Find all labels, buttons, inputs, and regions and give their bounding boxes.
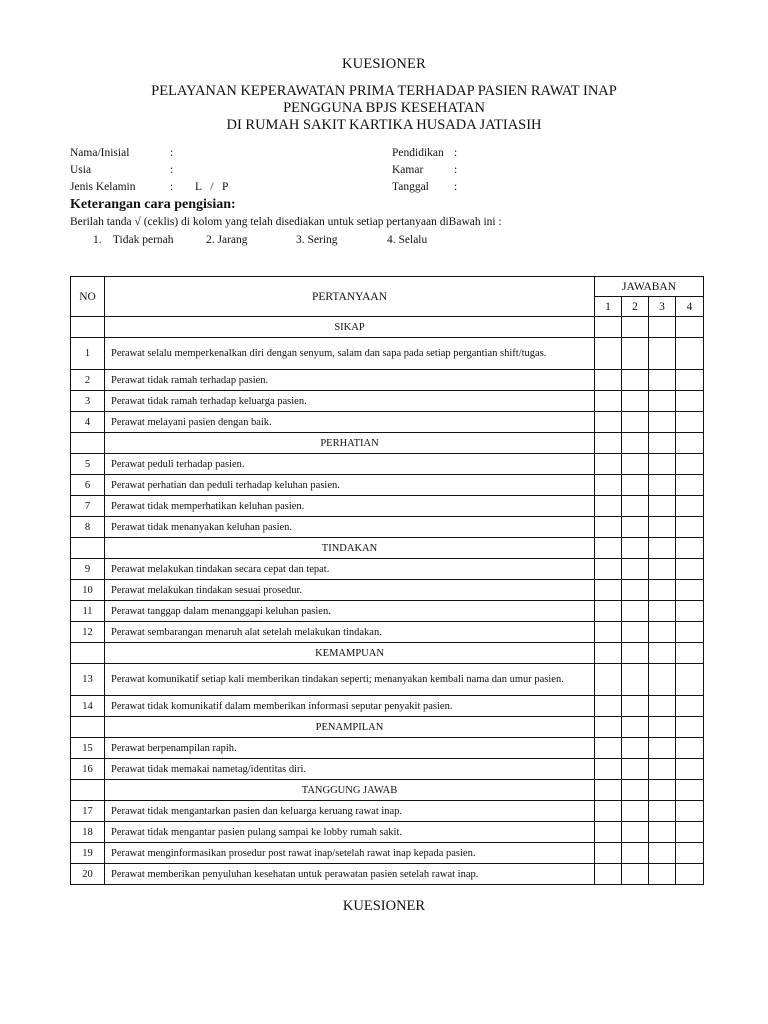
answer-cell-1[interactable]	[595, 801, 622, 822]
header-no: NO	[71, 277, 105, 317]
answer-cell-1[interactable]	[595, 580, 622, 601]
answer-cell-2[interactable]	[622, 370, 649, 391]
header-answer-2: 2	[622, 297, 649, 317]
answer-cell-3[interactable]	[649, 696, 676, 717]
answer-cell-4[interactable]	[676, 475, 704, 496]
table-row	[71, 801, 704, 822]
question-number: 3	[71, 391, 105, 412]
answer-cell-4[interactable]	[676, 759, 704, 780]
question-number: 19	[71, 843, 105, 864]
question-number: 18	[71, 822, 105, 843]
answer-cell-2[interactable]	[622, 801, 649, 822]
answer-cell-2[interactable]	[622, 864, 649, 885]
subtitle-line: PENGGUNA BPJS KESEHATAN	[283, 100, 485, 116]
answer-cell-2[interactable]	[622, 843, 649, 864]
instructions-text: Berilah tanda √ (ceklis) di kolom yang telah disediakan untuk setiap pertanyaan diBawah ini :	[70, 216, 502, 228]
answer-cell-1[interactable]	[595, 496, 622, 517]
subtitle-line: PELAYANAN KEPERAWATAN PRIMA TERHADAP PASIEN RAWAT INAP	[151, 83, 617, 99]
question-number: 13	[71, 664, 105, 696]
answer-cell-1[interactable]	[595, 864, 622, 885]
answer-cell-3[interactable]	[649, 391, 676, 412]
section-empty-cell	[595, 538, 622, 559]
question-text: Perawat tidak mengantar pasien pulang sampai ke lobby rumah sakit.	[105, 822, 595, 843]
answer-cell-3[interactable]	[649, 738, 676, 759]
table-row	[71, 664, 704, 696]
document-subtitle	[0, 83, 768, 134]
section-empty-cell	[676, 717, 704, 738]
answer-cell-4[interactable]	[676, 412, 704, 433]
field-label-kamar: Kamar	[392, 164, 424, 176]
question-text: Perawat tanggap dalam menanggapi keluhan pasien.	[105, 601, 595, 622]
answer-cell-2[interactable]	[622, 601, 649, 622]
section-empty-cell	[595, 433, 622, 454]
section-empty-cell	[649, 433, 676, 454]
question-text: Perawat melakukan tindakan secara cepat dan tepat.	[105, 559, 595, 580]
answer-cell-2[interactable]	[622, 759, 649, 780]
answer-cell-2[interactable]	[622, 517, 649, 538]
answer-cell-1[interactable]	[595, 559, 622, 580]
section-empty-cell	[676, 780, 704, 801]
table-row	[71, 475, 704, 496]
section-row	[71, 433, 704, 454]
question-text: Perawat tidak mengantarkan pasien dan keluarga keruang rawat inap.	[105, 801, 595, 822]
answer-cell-1[interactable]	[595, 601, 622, 622]
question-text: Perawat perhatian dan peduli terhadap keluhan pasien.	[105, 475, 595, 496]
answer-cell-1[interactable]	[595, 622, 622, 643]
questionnaire-table	[70, 276, 704, 885]
question-number: 11	[71, 601, 105, 622]
answer-cell-1[interactable]	[595, 843, 622, 864]
answer-cell-4[interactable]	[676, 601, 704, 622]
answer-cell-4[interactable]	[676, 370, 704, 391]
table-row	[71, 864, 704, 885]
question-number: 17	[71, 801, 105, 822]
section-empty-cell	[71, 780, 105, 801]
answer-cell-4[interactable]	[676, 391, 704, 412]
answer-cell-1[interactable]	[595, 391, 622, 412]
answer-cell-4[interactable]	[676, 738, 704, 759]
table-row	[71, 759, 704, 780]
answer-cell-3[interactable]	[649, 370, 676, 391]
section-title: TINDAKAN	[105, 538, 595, 559]
answer-cell-3[interactable]	[649, 801, 676, 822]
answer-cell-4[interactable]	[676, 517, 704, 538]
question-number: 2	[71, 370, 105, 391]
section-title: PENAMPILAN	[105, 717, 595, 738]
field-colon: :	[170, 181, 174, 193]
section-empty-cell	[622, 780, 649, 801]
subtitle-line: DI RUMAH SAKIT KARTIKA HUSADA JATIASIH	[226, 117, 542, 133]
section-empty-cell	[71, 717, 105, 738]
section-empty-cell	[71, 433, 105, 454]
field-colon: :	[454, 147, 458, 159]
section-empty-cell	[622, 538, 649, 559]
question-text: Perawat berpenampilan rapih.	[105, 738, 595, 759]
answer-cell-1[interactable]	[595, 759, 622, 780]
answer-cell-3[interactable]	[649, 517, 676, 538]
answer-cell-4[interactable]	[676, 664, 704, 696]
answer-cell-2[interactable]	[622, 475, 649, 496]
table-row	[71, 412, 704, 433]
table-row	[71, 601, 704, 622]
answer-cell-2[interactable]	[622, 580, 649, 601]
section-empty-cell	[595, 317, 622, 338]
answer-cell-2[interactable]	[622, 454, 649, 475]
field-label-nama: Nama/Inisial	[70, 147, 130, 159]
question-number: 4	[71, 412, 105, 433]
section-empty-cell	[622, 317, 649, 338]
section-empty-cell	[649, 780, 676, 801]
section-empty-cell	[622, 643, 649, 664]
section-empty-cell	[649, 643, 676, 664]
questionnaire-body	[71, 317, 704, 885]
answer-cell-3[interactable]	[649, 843, 676, 864]
field-label-tanggal: Tanggal	[392, 181, 429, 193]
question-number: 7	[71, 496, 105, 517]
answer-cell-1[interactable]	[595, 696, 622, 717]
table-row	[71, 559, 704, 580]
section-empty-cell	[595, 717, 622, 738]
answer-cell-4[interactable]	[676, 822, 704, 843]
question-text: Perawat komunikatif setiap kali memberikan tindakan seperti; menanyakan kembali nama dan umur pasien.	[105, 664, 595, 696]
answer-cell-4[interactable]	[676, 338, 704, 370]
table-row	[71, 496, 704, 517]
section-row	[71, 317, 704, 338]
question-number: 1	[71, 338, 105, 370]
answer-cell-4[interactable]	[676, 580, 704, 601]
section-empty-cell	[649, 317, 676, 338]
answer-cell-3[interactable]	[649, 559, 676, 580]
answer-cell-2[interactable]	[622, 622, 649, 643]
section-title: SIKAP	[105, 317, 595, 338]
section-empty-cell	[676, 433, 704, 454]
header-answer-3: 3	[649, 297, 676, 317]
table-row	[71, 391, 704, 412]
answer-cell-1[interactable]	[595, 738, 622, 759]
question-number: 16	[71, 759, 105, 780]
section-empty-cell	[676, 317, 704, 338]
table-row	[71, 738, 704, 759]
question-number: 9	[71, 559, 105, 580]
question-number: 20	[71, 864, 105, 885]
page-title: KUESIONER	[342, 56, 426, 72]
answer-cell-1[interactable]	[595, 338, 622, 370]
question-number: 12	[71, 622, 105, 643]
answer-cell-3[interactable]	[649, 622, 676, 643]
answer-cell-1[interactable]	[595, 664, 622, 696]
answer-cell-3[interactable]	[649, 601, 676, 622]
answer-cell-4[interactable]	[676, 843, 704, 864]
question-number: 5	[71, 454, 105, 475]
answer-cell-4[interactable]	[676, 454, 704, 475]
question-number: 6	[71, 475, 105, 496]
question-text: Perawat menginformasikan prosedur post rawat inap/setelah rawat inap kepada pasien.	[105, 843, 595, 864]
question-text: Perawat melayani pasien dengan baik.	[105, 412, 595, 433]
answer-cell-3[interactable]	[649, 475, 676, 496]
answer-cell-2[interactable]	[622, 338, 649, 370]
instructions-title: Keterangan cara pengisian:	[70, 197, 236, 212]
section-title: PERHATIAN	[105, 433, 595, 454]
table-row	[71, 696, 704, 717]
table-row	[71, 843, 704, 864]
table-row	[71, 370, 704, 391]
answer-cell-4[interactable]	[676, 496, 704, 517]
answer-cell-2[interactable]	[622, 496, 649, 517]
field-colon: :	[454, 181, 458, 193]
question-text: Perawat tidak ramah terhadap pasien.	[105, 370, 595, 391]
answer-cell-2[interactable]	[622, 822, 649, 843]
question-text: Perawat memberikan penyuluhan kesehatan untuk perawatan pasien setelah rawat inap.	[105, 864, 595, 885]
answer-cell-1[interactable]	[595, 370, 622, 391]
answer-cell-1[interactable]	[595, 517, 622, 538]
section-title: KEMAMPUAN	[105, 643, 595, 664]
answer-cell-3[interactable]	[649, 664, 676, 696]
section-empty-cell	[595, 780, 622, 801]
option-4: 4. Selalu	[387, 234, 428, 246]
table-row	[71, 622, 704, 643]
answer-cell-3[interactable]	[649, 864, 676, 885]
answer-cell-2[interactable]	[622, 664, 649, 696]
table-row	[71, 338, 704, 370]
section-title: TANGGUNG JAWAB	[105, 780, 595, 801]
answer-cell-3[interactable]	[649, 580, 676, 601]
question-text: Perawat selalu memperkenalkan diri dengan senyum, salam dan sapa pada setiap pergantian shift/tugas.	[105, 338, 595, 370]
field-colon: :	[170, 164, 174, 176]
question-number: 14	[71, 696, 105, 717]
answer-cell-4[interactable]	[676, 696, 704, 717]
answer-cell-4[interactable]	[676, 801, 704, 822]
question-text: Perawat sembarangan menaruh alat setelah melakukan tindakan.	[105, 622, 595, 643]
question-text: Perawat tidak memakai nametag/identitas diri.	[105, 759, 595, 780]
answer-cell-2[interactable]	[622, 559, 649, 580]
answer-cell-3[interactable]	[649, 759, 676, 780]
question-text: Perawat melakukan tindakan sesuai prosedur.	[105, 580, 595, 601]
answer-cell-3[interactable]	[649, 822, 676, 843]
section-row	[71, 643, 704, 664]
question-text: Perawat tidak ramah terhadap keluarga pasien.	[105, 391, 595, 412]
option-1: 1. Tidak pernah	[93, 234, 174, 246]
answer-cell-2[interactable]	[622, 391, 649, 412]
section-row	[71, 717, 704, 738]
footer-title: KUESIONER	[342, 898, 426, 914]
field-label-usia: Usia	[70, 164, 92, 176]
question-text: Perawat tidak memperhatikan keluhan pasien.	[105, 496, 595, 517]
header-answer-1: 1	[595, 297, 622, 317]
answer-cell-2[interactable]	[622, 696, 649, 717]
answer-cell-3[interactable]	[649, 412, 676, 433]
section-empty-cell	[595, 643, 622, 664]
table-row	[71, 822, 704, 843]
question-number: 10	[71, 580, 105, 601]
section-empty-cell	[676, 538, 704, 559]
section-row	[71, 780, 704, 801]
answer-cell-3[interactable]	[649, 338, 676, 370]
answer-cell-4[interactable]	[676, 864, 704, 885]
section-empty-cell	[649, 538, 676, 559]
answer-cell-3[interactable]	[649, 454, 676, 475]
table-row	[71, 580, 704, 601]
question-number: 8	[71, 517, 105, 538]
question-text: Perawat peduli terhadap pasien.	[105, 454, 595, 475]
section-empty-cell	[71, 643, 105, 664]
answer-cell-4[interactable]	[676, 622, 704, 643]
table-row	[71, 454, 704, 475]
table-row	[71, 517, 704, 538]
answer-cell-3[interactable]	[649, 496, 676, 517]
section-empty-cell	[622, 717, 649, 738]
section-empty-cell	[676, 643, 704, 664]
answer-cell-2[interactable]	[622, 412, 649, 433]
question-text: Perawat tidak komunikatif dalam memberikan informasi seputar penyakit pasien.	[105, 696, 595, 717]
field-label-pendidikan: Pendidikan	[392, 147, 444, 159]
option-2: 2. Jarang	[206, 234, 248, 246]
answer-cell-1[interactable]	[595, 454, 622, 475]
gender-options[interactable]: L / P	[195, 181, 229, 193]
option-3: 3. Sering	[296, 234, 338, 246]
answer-cell-1[interactable]	[595, 412, 622, 433]
header-answer-4: 4	[676, 297, 704, 317]
answer-cell-2[interactable]	[622, 738, 649, 759]
section-empty-cell	[649, 717, 676, 738]
question-number: 15	[71, 738, 105, 759]
header-jawaban: JAWABAN	[595, 277, 704, 297]
header-pertanyaan: PERTANYAAN	[105, 277, 595, 317]
section-empty-cell	[622, 433, 649, 454]
question-text: Perawat tidak menanyakan keluhan pasien.	[105, 517, 595, 538]
section-empty-cell	[71, 317, 105, 338]
section-empty-cell	[71, 538, 105, 559]
answer-cell-1[interactable]	[595, 475, 622, 496]
field-label-jenis-kelamin: Jenis Kelamin	[70, 181, 136, 193]
answer-cell-4[interactable]	[676, 559, 704, 580]
section-row	[71, 538, 704, 559]
answer-cell-1[interactable]	[595, 822, 622, 843]
field-colon: :	[170, 147, 174, 159]
field-colon: :	[454, 164, 458, 176]
